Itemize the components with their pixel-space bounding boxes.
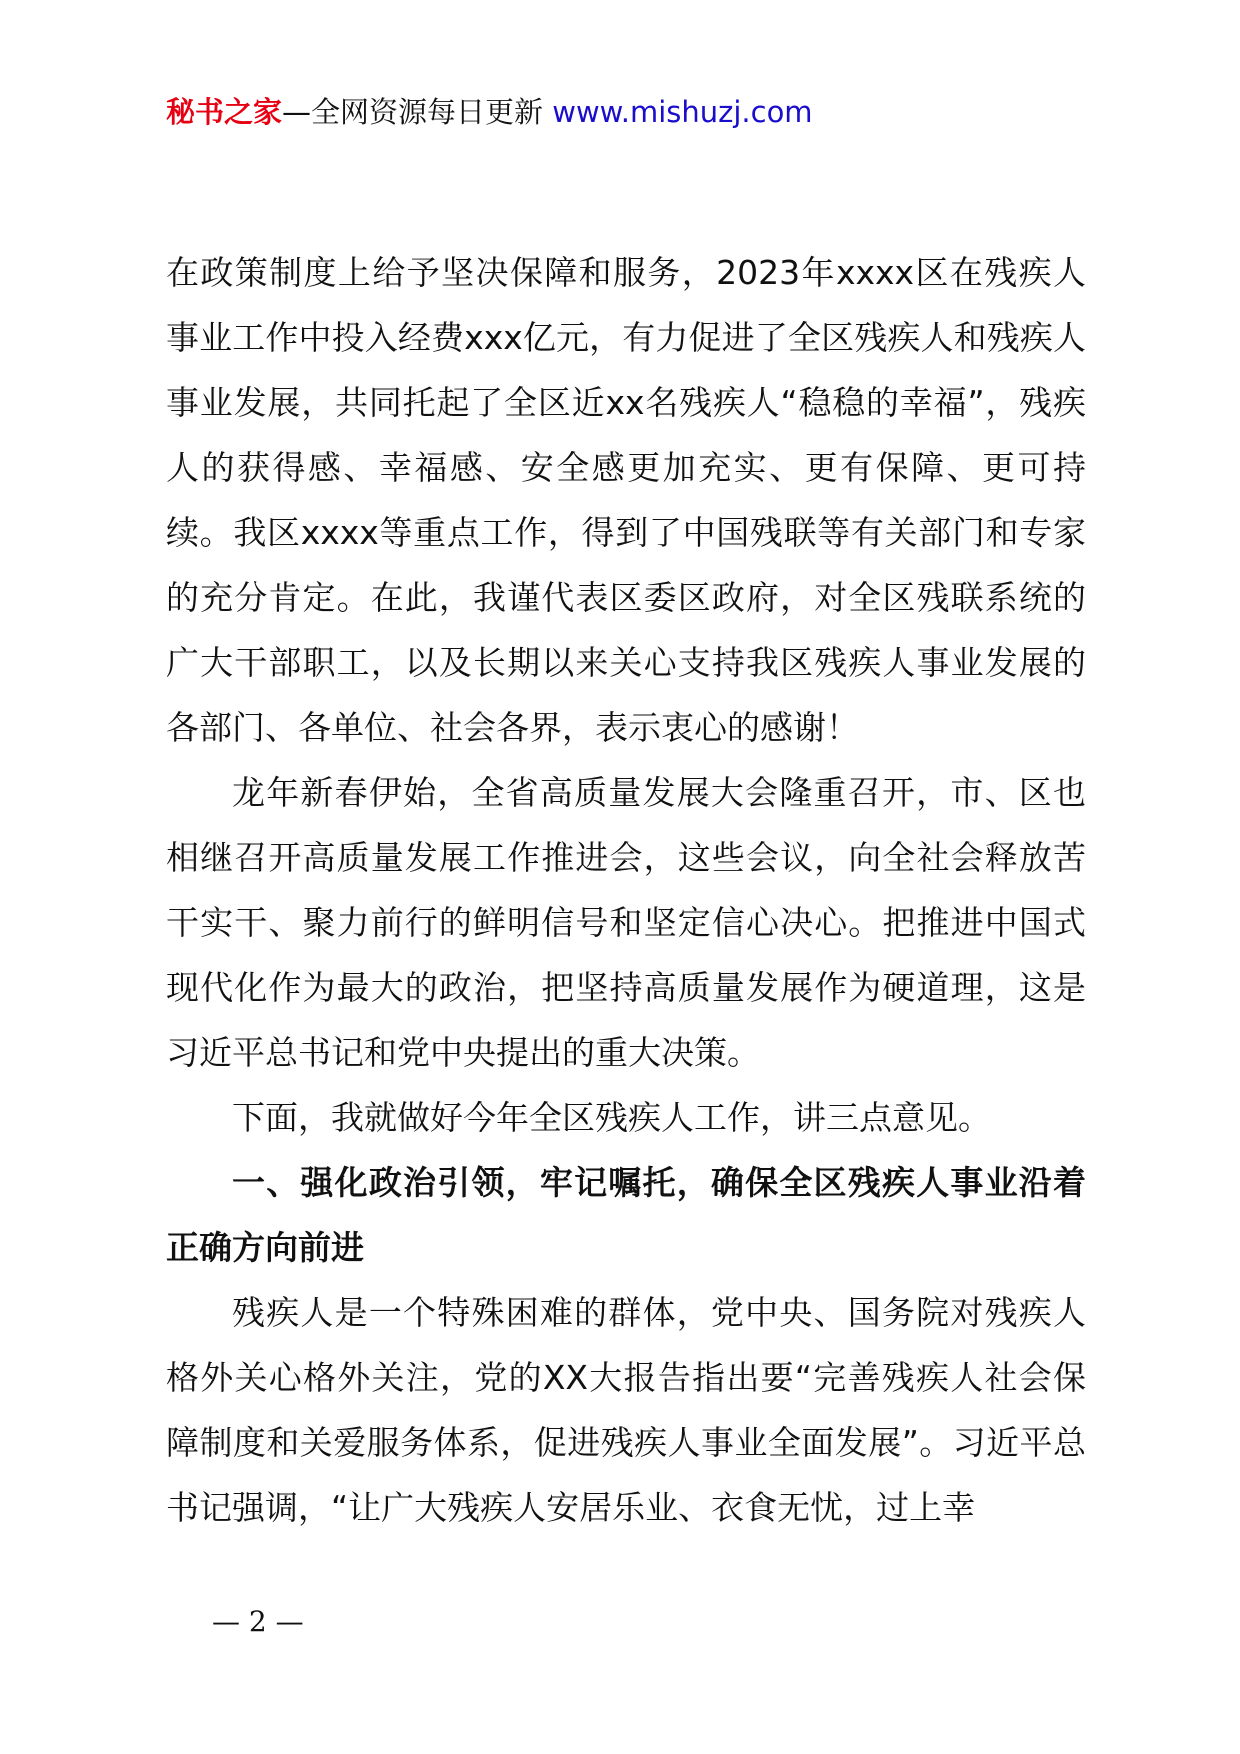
paragraph-new-year: 龙年新春伊始，全省高质量发展大会隆重召开，市、区也相继召开高质量发展工作推进会，这些会议，向全社会释放苦干实干、聚力前行的鲜明信号和坚定信心决心。把推进中国式现代化作为最大的政治，把坚持高质量发展作为硬道理，这是习近平总书记和党中央提出的重大决策。 <box>166 773 1086 1072</box>
brand-name: 秘书之家 <box>166 95 283 129</box>
paragraph-continuation: 在政策制度上给予坚决保障和服务，2023年xxxx区在残疾人事业工作中投入经费xxx亿元，有力促进了全区残疾人和残疾人事业发展，共同托起了全区近xx名残疾人“稳稳的幸福”，残疾人的获得感、幸福感、安全感更加充实、更有保障、更可持续。我区xxxx等重点工作，得到了中国残联等有关部门和专家的充分肯定。在此，我谨代表区委区政府，对全区残联系统的广大干部职工，以及长期以来关心支持我区残疾人事业发展的各部门、各单位、社会各界，表示衷心的感谢！ <box>166 253 1086 747</box>
document-body <box>166 240 1086 1540</box>
website-link[interactable]: www.mishuzj.com <box>552 95 813 129</box>
paragraph-section-1: 残疾人是一个特殊困难的群体，党中央、国务院对残疾人格外关心格外关注，党的XX大报告指出要“完善残疾人社会保障制度和关爱服务体系，促进残疾人事业全面发展”。习近平总书记强调，“让广大残疾人安居乐业、衣食无忧，过上幸 <box>166 1293 1086 1527</box>
page-number: — 2 — <box>212 1605 304 1638</box>
header-tagline: —全网资源每日更新 <box>282 95 553 129</box>
section-heading-1: 一、强化政治引领，牢记嘱托，确保全区残疾人事业沿着正确方向前进 <box>166 1163 1086 1267</box>
paragraph-intro: 下面，我就做好今年全区残疾人工作，讲三点意见。 <box>232 1098 991 1137</box>
site-header <box>166 92 813 132</box>
